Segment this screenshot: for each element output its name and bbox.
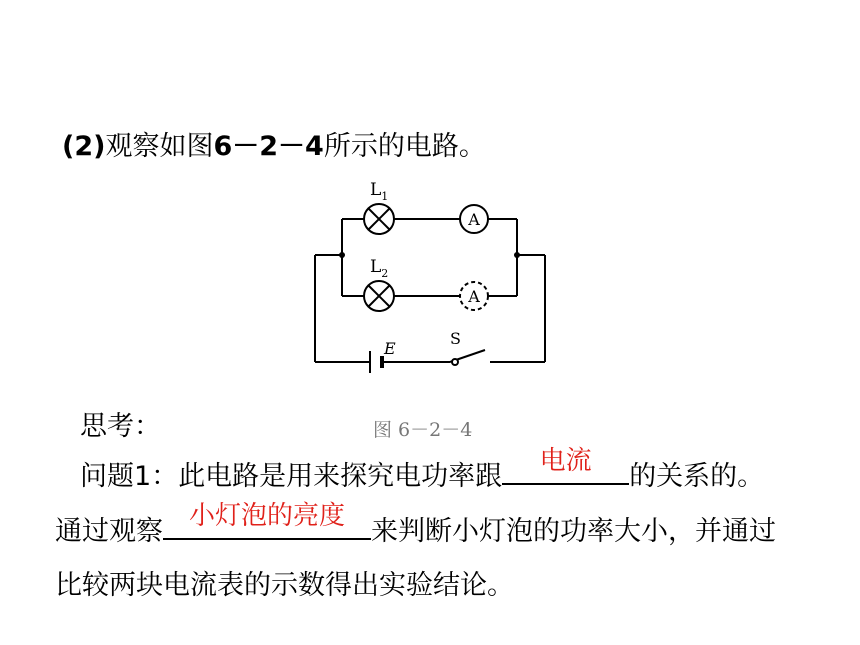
question-line-1 xyxy=(80,446,765,493)
lamp-l2-icon xyxy=(364,281,394,311)
junction-right xyxy=(514,252,520,258)
battery-icon xyxy=(370,351,382,373)
question-line-2 xyxy=(55,501,776,548)
figure-reference: 6－2－4 xyxy=(213,131,324,162)
switch-icon xyxy=(450,350,485,365)
figure-caption: 图 6－2－4 xyxy=(373,419,473,441)
svg-text:A: A xyxy=(468,210,480,229)
lamp-l1-icon xyxy=(364,204,394,234)
ammeter-1-icon xyxy=(460,205,488,233)
question-text-3: 通过观察 xyxy=(55,516,163,547)
circuit-diagram xyxy=(300,172,560,382)
question-text-4: 来判断小灯泡的功率大小，并通过 xyxy=(371,516,776,547)
answer-blank-1 xyxy=(502,446,629,485)
ammeter-2-dashed-icon xyxy=(460,282,488,310)
intro-text-after: 所示的电路。 xyxy=(323,131,486,162)
switch-label: S xyxy=(450,329,461,348)
junction-left xyxy=(339,252,345,258)
intro-line xyxy=(62,124,486,163)
answer-blank-2 xyxy=(163,501,371,540)
intro-text-before: 观察如图 xyxy=(105,131,214,162)
intro-label: (2) xyxy=(62,131,106,162)
think-label: 思考： xyxy=(80,411,161,442)
battery-label: E xyxy=(384,339,396,358)
circuit-wires xyxy=(315,219,545,362)
question-label: 问题1： xyxy=(80,461,179,492)
answer-1: 电流 xyxy=(539,446,592,476)
svg-text:A: A xyxy=(468,287,480,306)
question-line-3: 比较两块电流表的示数得出实验结论。 xyxy=(55,570,514,601)
question-text-1: 此电路是用来探究电功率跟 xyxy=(178,461,503,492)
question-text-2: 的关系的。 xyxy=(629,461,765,492)
answer-2: 小灯泡的亮度 xyxy=(188,501,345,531)
lamp-l1-label: $L_1$ xyxy=(370,180,389,203)
lamp-l2-label: $L_2$ xyxy=(370,257,389,280)
